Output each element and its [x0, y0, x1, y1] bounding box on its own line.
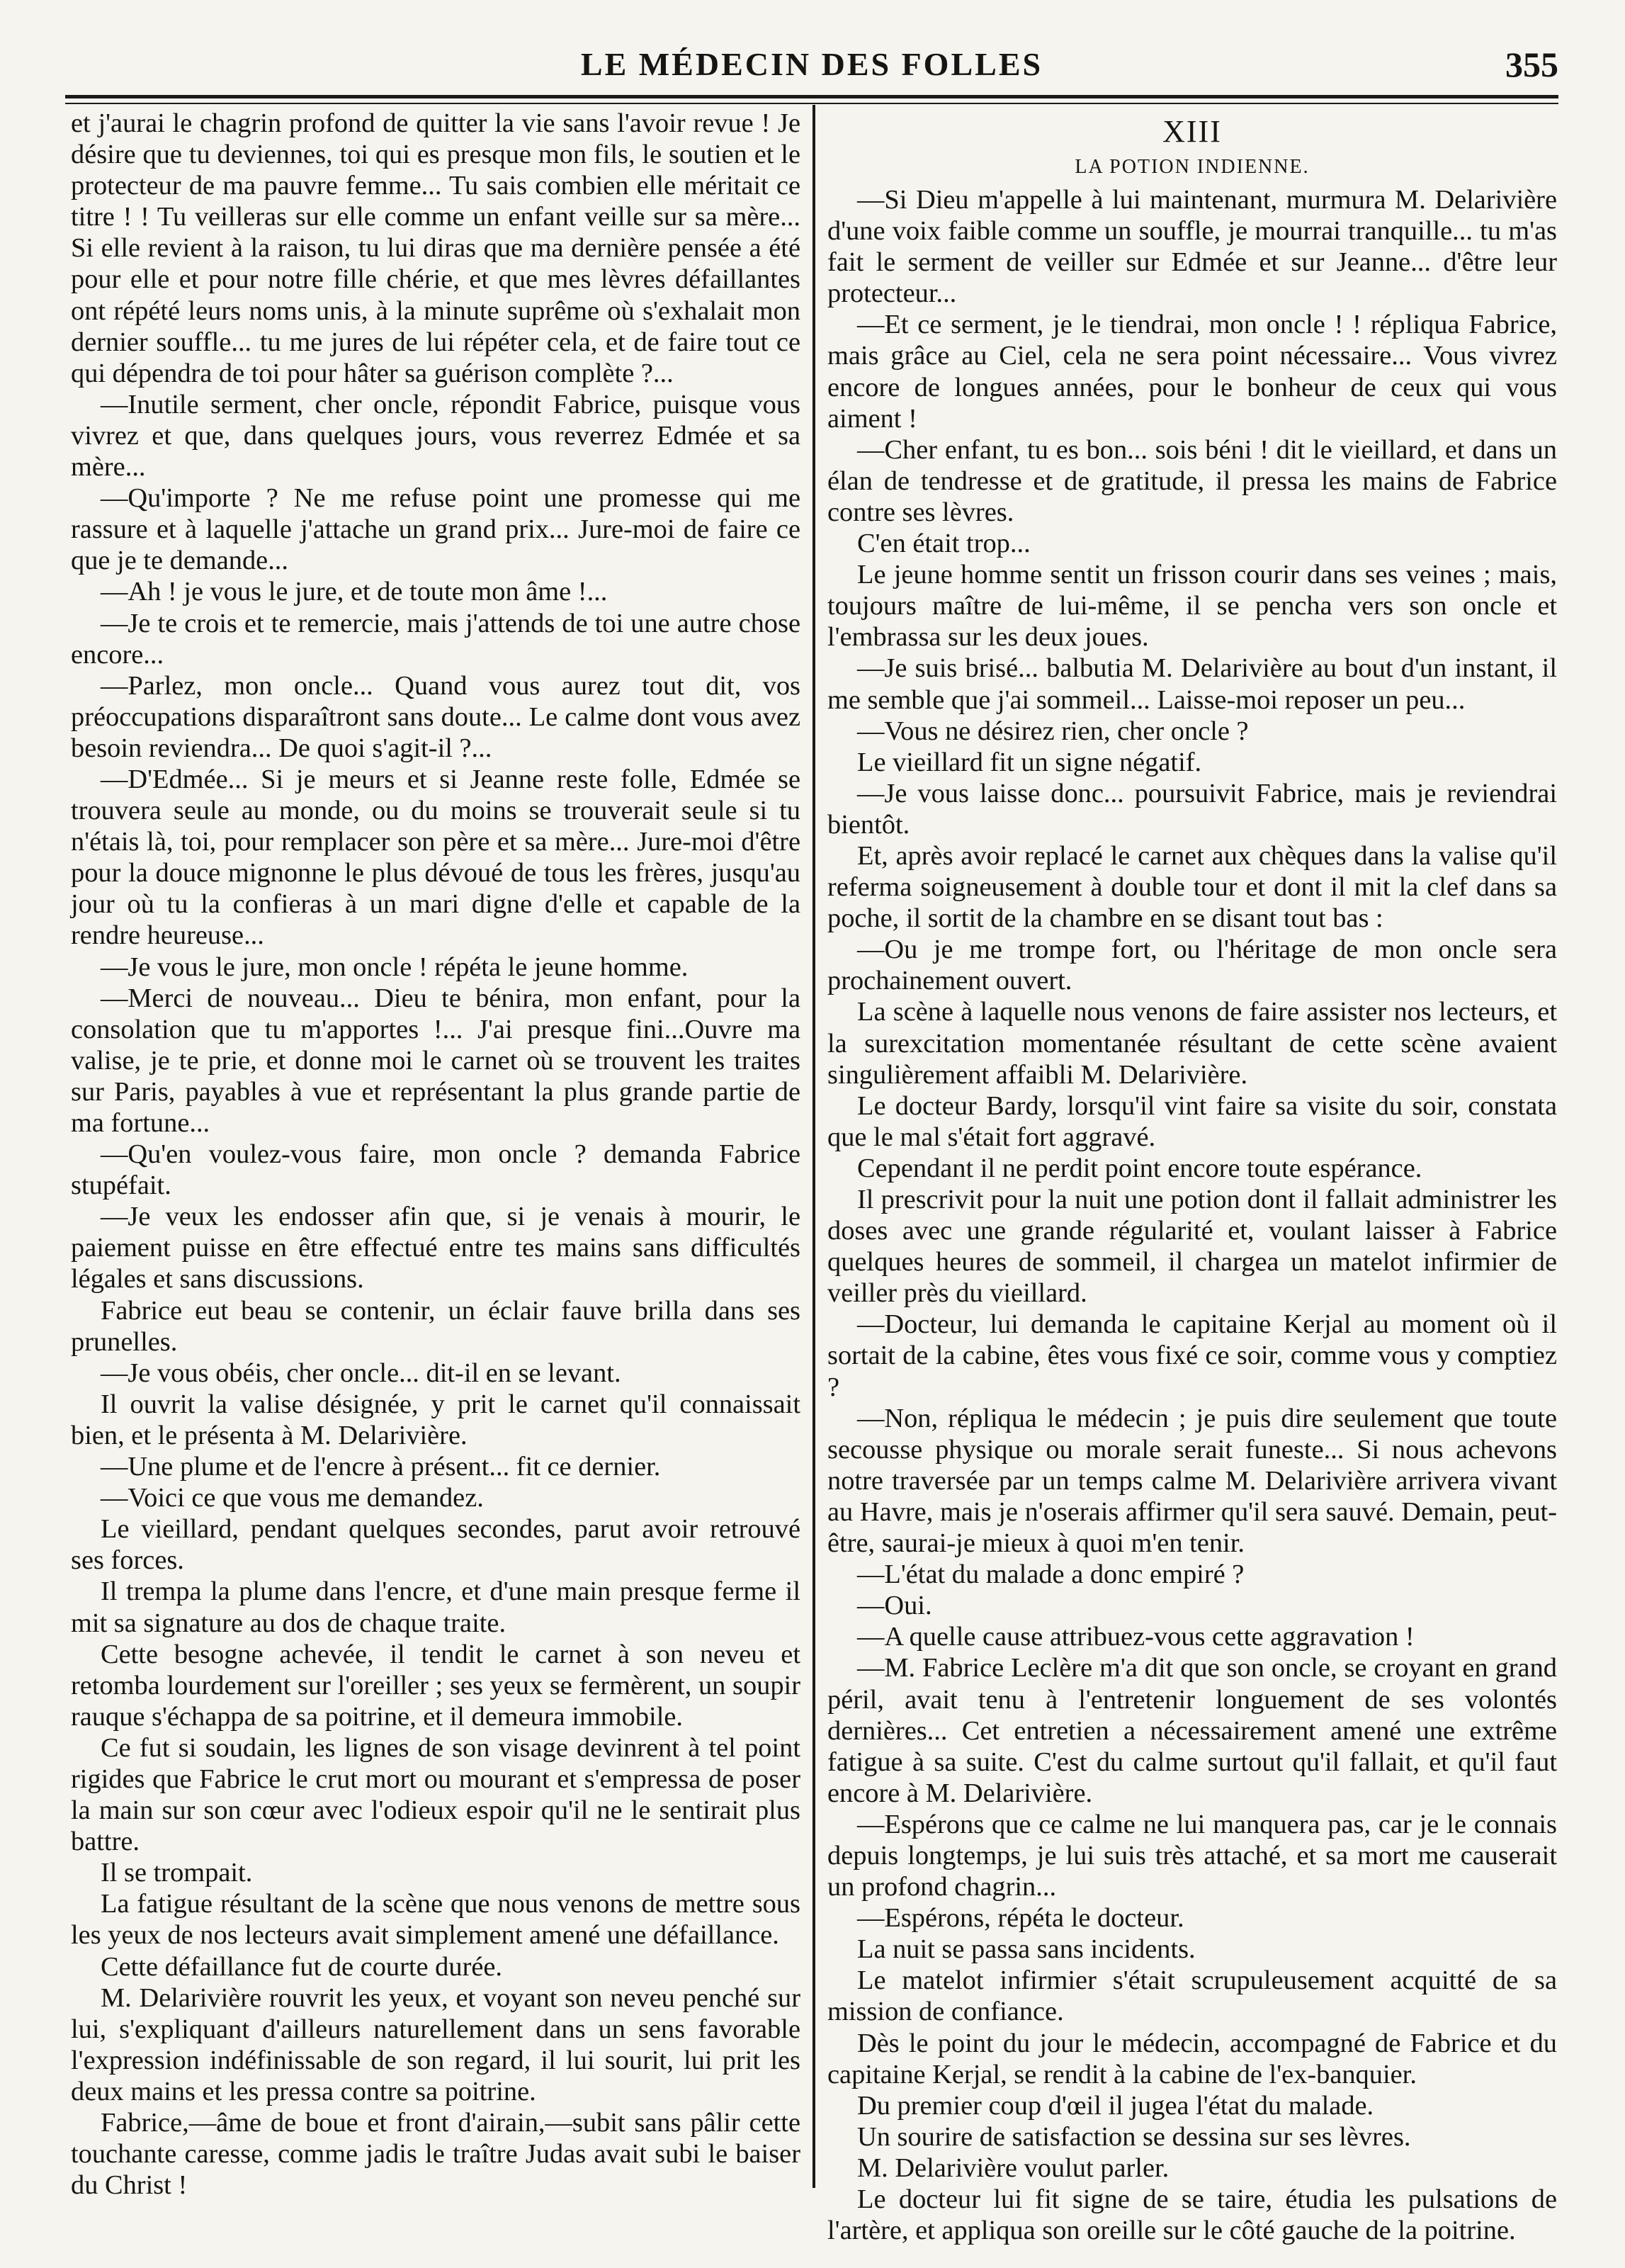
paragraph: —Espérons que ce calme ne lui manquera pas, car je le connais depuis longtemps, je lui suis très attaché, et sa mort me causerait un profond chagrin... — [827, 1809, 1557, 1902]
paragraph: —Je te crois et te remercie, mais j'attends de toi une autre chose encore... — [71, 608, 800, 670]
left-column — [71, 108, 800, 2201]
paragraph: Le jeune homme sentit un frisson courir dans ses veines ; mais, toujours maître de lui-même, il se pencha vers son oncle et l'embrassa sur les deux joues. — [827, 560, 1557, 653]
paragraph: C'en était trop... — [857, 529, 1031, 559]
paragraph: —Merci de nouveau... Dieu te bénira, mon enfant, pour la consolation que tu m'apportes !... J'ai presque fini...Ouvre ma valise, je te prie, et donne moi le carnet où se trouvent les traites sur Paris, payables à vue et représentant la plus grande partie de ma fortune... — [71, 983, 800, 1138]
paragraph: Le vieillard, pendant quelques secondes, parut avoir retrouvé ses forces. — [71, 1514, 800, 1576]
paragraph: —Qu'en voulez-vous faire, mon oncle ? demanda Fabrice stupéfait. — [71, 1139, 800, 1201]
paragraph: —Je veux les endosser afin que, si je venais à mourir, le paiement puisse en être effectué entre tes mains sans difficultés légales et sans discussions. — [71, 1202, 800, 1294]
paragraph: Dès le point du jour le médecin, accompagné de Fabrice et du capitaine Kerjal, se rendit à la cabine de l'ex-banquier. — [827, 2028, 1557, 2089]
paragraph: Il ouvrit la valise désignée, y prit le carnet qu'il connaissait bien, et le présenta à M. Delarivière. — [71, 1389, 800, 1450]
chapter-number: XIII — [1162, 114, 1222, 149]
paragraph: —Cher enfant, tu es bon... sois béni ! dit le vieillard, et dans un élan de tendresse et de gratitude, il pressa les mains de Fabrice contre ses lèvres. — [827, 434, 1557, 527]
paragraph: La nuit se passa sans incidents. — [857, 1934, 1196, 1965]
paragraph: Fabrice eut beau se contenir, un éclair fauve brilla dans ses prunelles. — [71, 1295, 800, 1357]
header-rule-thick — [65, 95, 1558, 98]
paragraph: Et, après avoir replacé le carnet aux chèques dans la valise qu'il referma soigneusement à double tour et dont il mit la clef dans sa poche, il sortit de la chambre en se disant tout bas : — [827, 840, 1557, 934]
paragraph: et j'aurai le chagrin profond de quitter la vie sans l'avoir revue ! Je désire que tu deviennes, toi qui es presque mon fils, le soutien et le protecteur de ma pauvre femme... Tu sais combien elle méritait ce titre ! ! Tu veilleras sur elle comme un enfant veille sur sa mère... Si elle revient à la raison, tu lui diras que ma dernière pensée a été pour elle et pour notre fille chérie, et que mes lèvres défaillantes ont répété leurs noms unis, à la minute suprême où s'exhalait mon dernier souffle... tu me jures de lui répéter cela, et de faire tout ce qui dépendra de toi pour hâter sa guérison complète ?... — [71, 108, 800, 388]
paragraph: —Je vous le jure, mon oncle ! répéta le jeune homme. — [101, 952, 689, 982]
paragraph: —Parlez, mon oncle... Quand vous aurez tout dit, vos préoccupations disparaîtront sans doute... Le calme dont vous avez besoin reviendra... De quoi s'agit-il ?... — [71, 670, 800, 763]
paragraph: —Si Dieu m'appelle à lui maintenant, murmura M. Delarivière d'une voix faible comme un souffle, je mourrai tranquille... tu m'as fait le serment de veiller sur Edmée et sur Jeanne... d'être leur protecteur... — [827, 185, 1557, 309]
paragraph: M. Delarivière rouvrit les yeux, et voyant son neveu penché sur lui, s'expliquant d'ailleurs naturellement dans un sens favorable l'expression indéfinissable de son regard, il lui sourit, lui prit les deux mains et les pressa contre sa poitrine. — [71, 1982, 800, 2106]
paragraph: Le docteur lui fit signe de se taire, étudia les pulsations de l'artère, et appliqua son oreille sur le côté gauche de la poitrine. — [827, 2184, 1557, 2246]
paragraph: —M. Fabrice Leclère m'a dit que son oncle, se croyant en grand péril, avait tenu à l'entretenir longuement de ses volontés dernières... Cet entretien a nécessairement amené une extrême fatigue à sa suite. C'est du calme surtout qu'il fallait, et qu'il faut encore à M. Delarivière. — [827, 1653, 1557, 1808]
paragraph: Un sourire de satisfaction se dessina sur ses lèvres. — [857, 2121, 1411, 2152]
page-number: 355 — [1505, 45, 1558, 84]
paragraph: Fabrice,—âme de boue et front d'airain,—subit sans pâlir cette touchante caresse, comme jadis le traître Judas avait subi le baiser du Christ ! — [71, 2108, 800, 2201]
page-header — [65, 41, 1558, 92]
paragraph: —A quelle cause attribuez-vous cette aggravation ! — [857, 1622, 1415, 1652]
paragraph: Le matelot infirmier s'était scrupuleusement acquitté de sa mission de confiance. — [827, 1965, 1557, 2027]
paragraph: M. Delarivière voulut parler. — [857, 2153, 1170, 2183]
paragraph: —D'Edmée... Si je meurs et si Jeanne reste folle, Edmée se trouvera seule au monde, ou du moins se trouverait seule si tu n'étais là, toi, pour remplacer son père et sa mère... Jure-moi d'être pour la douce mignonne le plus dévoué de tous les frères, jusqu'au jour où tu la confieras à un mari digne d'elle et capable de la rendre heureuse... — [71, 764, 800, 951]
chapter-title: LA POTION INDIENNE. — [1075, 156, 1310, 178]
paragraph: —Vous ne désirez rien, cher oncle ? — [857, 716, 1249, 746]
paragraph: —Une plume et de l'encre à présent... fit ce dernier. — [101, 1452, 661, 1482]
paragraph: —Ah ! je vous le jure, et de toute mon âme !... — [101, 577, 608, 607]
paragraph: Il trempa la plume dans l'encre, et d'une main presque ferme il mit sa signature au dos de chaque traite. — [71, 1576, 800, 1638]
column-divider — [812, 105, 815, 2188]
paragraph: —Je vous laisse donc... poursuivit Fabrice, mais je reviendrai bientôt. — [827, 778, 1557, 840]
paragraph: —Je vous obéis, cher oncle... dit-il en se levant. — [101, 1358, 621, 1388]
paragraph: La fatigue résultant de la scène que nous venons de mettre sous les yeux de nos lecteurs avait simplement amené une défaillance. — [71, 1889, 800, 1951]
paragraph: Cependant il ne perdit point encore toute espérance. — [857, 1153, 1422, 1183]
paragraph: —Voici ce que vous me demandez. — [101, 1483, 484, 1513]
running-title: LE MÉDECIN DES FOLLES — [580, 46, 1043, 82]
paragraph: Il se trompait. — [101, 1858, 253, 1888]
paragraph: Le docteur Bardy, lorsqu'il vint faire sa visite du soir, constata que le mal s'était fort aggravé. — [827, 1090, 1557, 1152]
paragraph: —Je suis brisé... balbutia M. Delarivière au bout d'un instant, il me semble que j'ai sommeil... Laisse-moi reposer un peu... — [827, 653, 1557, 715]
paragraph: —Espérons, répéta le docteur. — [857, 1903, 1184, 1934]
paragraph: Du premier coup d'œil il jugea l'état du malade. — [857, 2090, 1374, 2121]
paragraph: Cette défaillance fut de courte durée. — [101, 1951, 503, 1982]
paragraph: Cette besogne achevée, il tendit le carnet à son neveu et retomba lourdement sur l'oreiller ; ses yeux se fermèrent, un soupir rauque s'échappa de sa poitrine, et il demeura immobile. — [71, 1639, 800, 1732]
paragraph: La scène à laquelle nous venons de faire assister nos lecteurs, et la surexcitation momentanée résultant de cette scène avaient singulièrement affaibli M. Delarivière. — [827, 997, 1557, 1090]
paragraph: —Inutile serment, cher oncle, répondit Fabrice, puisque vous vivrez et que, dans quelques jours, vous reverrez Edmée et sa mère... — [71, 389, 800, 483]
right-column — [827, 108, 1557, 2246]
paragraph: Il prescrivit pour la nuit une potion dont il fallait administrer les doses avec une grande régularité et, voulant laisser à Fabrice quelques heures de sommeil, il chargea un matelot infirmier de veiller près du vieillard. — [827, 1185, 1557, 1309]
paragraph: —L'état du malade a donc empiré ? — [857, 1559, 1245, 1590]
paragraph: —Oui. — [857, 1591, 932, 1621]
paragraph: —Et ce serment, je le tiendrai, mon oncle ! ! répliqua Fabrice, mais grâce au Ciel, cela ne sera point nécessaire... Vous vivrez encore de longues années, pour le bonheur de ceux qui vous aiment ! — [827, 310, 1557, 434]
header-rule-thin — [65, 103, 1558, 104]
paragraph: —Qu'importe ? Ne me refuse point une promesse qui me rassure et à laquelle j'attache un grand prix... Jure-moi de faire ce que je te demande... — [71, 483, 800, 576]
paragraph: —Ou je me trompe fort, ou l'héritage de mon oncle sera prochainement ouvert. — [827, 935, 1557, 996]
paragraph: —Docteur, lui demanda le capitaine Kerjal au moment où il sortait de la cabine, êtes vous fixé ce soir, comme vous y comptiez ? — [827, 1309, 1557, 1402]
paragraph: Ce fut si soudain, les lignes de son visage devinrent à tel point rigides que Fabrice le crut mort ou mourant et s'empressa de poser la main sur son cœur avec l'odieux espoir qu'il ne le sentirait plus battre. — [71, 1732, 800, 1857]
paragraph: Le vieillard fit un signe négatif. — [857, 747, 1202, 777]
paragraph: —Non, répliqua le médecin ; je puis dire seulement que toute secousse physique ou morale serait funeste... Si nous achevons notre traversée par un temps calme M. Delarivière arrivera vivant au Havre, mais je n'oserais affirmer qu'il sera sauvé. Demain, peut-être, saurai-je mieux à quoi m'en tenir. — [827, 1403, 1557, 1559]
